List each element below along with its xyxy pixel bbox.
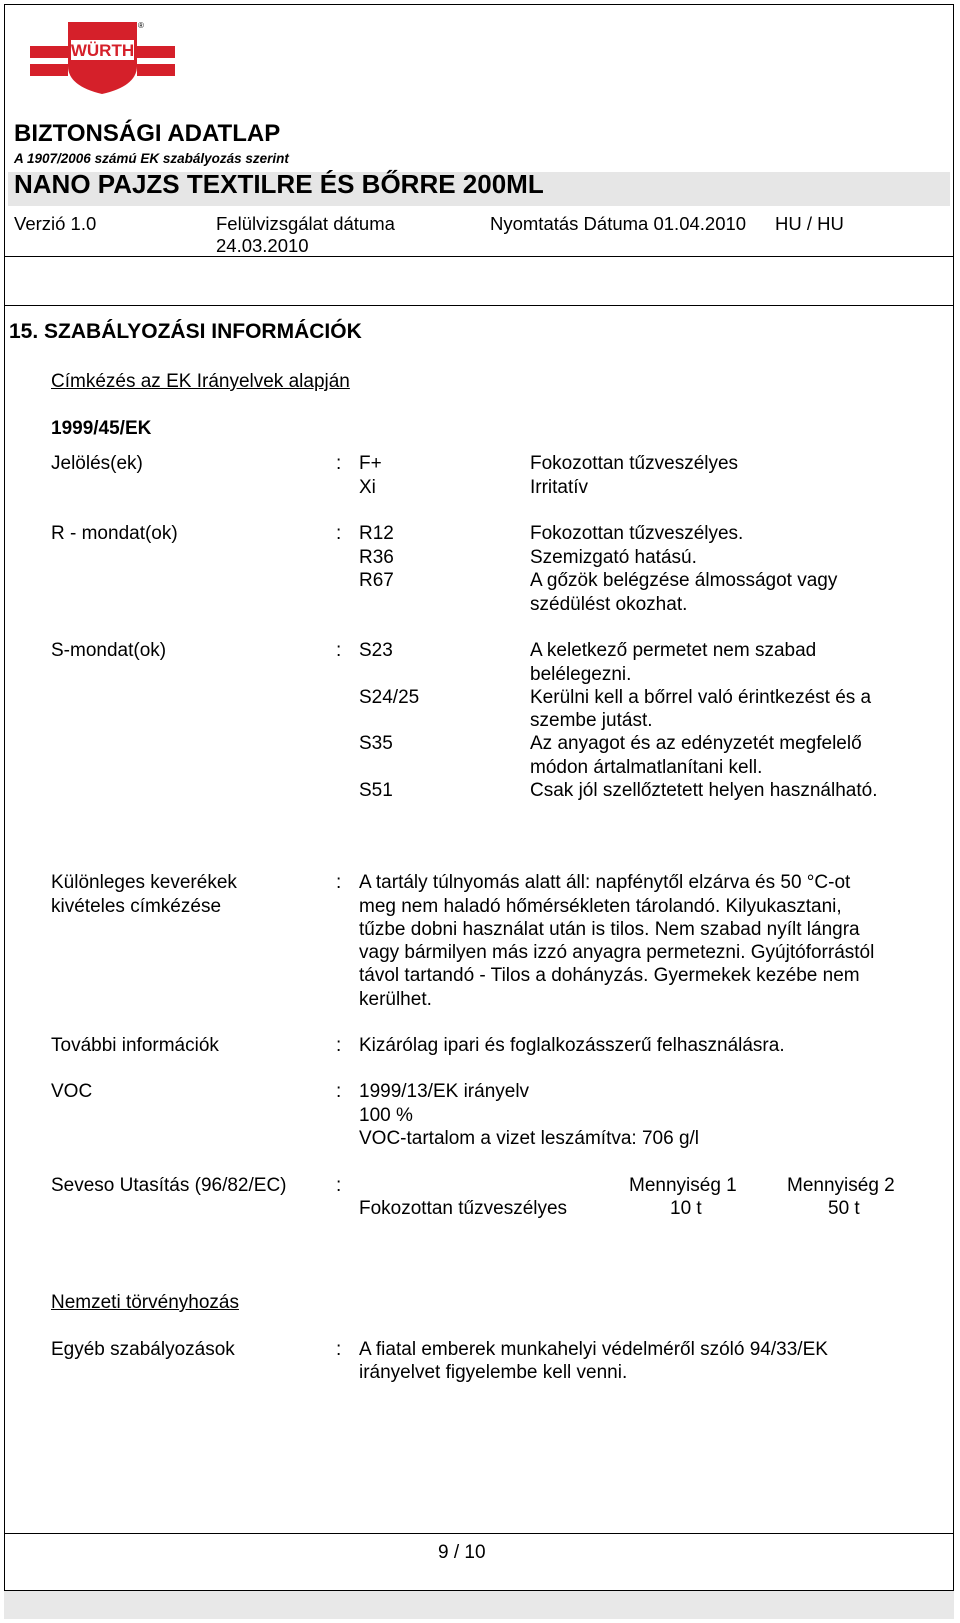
special-label: Különleges keverékek [51,872,237,893]
r-phrases-label: R - mondat(ok) [51,523,178,544]
marking-text: Fokozottan tűzveszélyes [530,453,739,474]
further-info-label: További információk [51,1035,219,1056]
other-regulations-line: A fiatal emberek munkahelyi védelméről szóló 94/33/EK [359,1339,828,1360]
colon: : [336,872,342,893]
svg-text:®: ® [138,21,144,30]
colon: : [336,523,342,544]
voc-line: VOC-tartalom a vizet leszámítva: 706 g/l [359,1128,700,1149]
seveso-value: 10 t [670,1198,702,1219]
marking-text: Irritatív [530,477,589,498]
seveso-column-header: Mennyiség 2 [787,1175,895,1196]
colon: : [336,1175,342,1196]
document-subtitle: A 1907/2006 számú EK szabályozás szerint [14,151,289,166]
colon: : [336,1035,342,1056]
section-divider [4,305,954,306]
print-date: Nyomtatás Dátuma 01.04.2010 [490,213,747,234]
r-phrase-code: R12 [359,523,394,544]
special-text-line: vagy bármilyen más izzó anyagra permetezni. Gyújtóforrástól [359,942,875,963]
s-phrase-code: S24/25 [359,687,420,708]
product-name: NANO PAJZS TEXTILRE ÉS BŐRRE 200ML [14,169,544,199]
seveso-row-label: Fokozottan tűzveszélyes [359,1198,568,1219]
special-text-line: távol tartandó - Tilos a dohányzás. Gyermekek kezébe nem [359,965,860,986]
s-phrase-code: S23 [359,640,393,661]
further-info-text: Kizárólag ipari és foglalkozásszerű felhasználásra. [359,1035,785,1056]
seveso-label: Seveso Utasítás (96/82/EC) [51,1175,287,1196]
other-regulations-label: Egyéb szabályozások [51,1339,235,1360]
s-phrase-text: Az anyagot és az edényzetét megfelelő [530,733,862,754]
special-text-line: kerülhet. [359,989,432,1010]
other-regulations-line: irányelvet figyelembe kell venni. [359,1362,628,1383]
s-phrase-code: S35 [359,733,393,754]
r-phrase-code: R36 [359,547,394,568]
seveso-column-header: Mennyiség 1 [629,1175,737,1196]
footer-divider [4,1533,954,1534]
section-heading: 15. SZABÁLYOZÁSI INFORMÁCIÓK [9,320,362,343]
markings-label: Jelölés(ek) [51,453,143,474]
logo-text: WÜRTH [70,41,135,60]
s-phrase-text: szembe jutást. [530,710,653,731]
s-phrase-text: A keletkező permetet nem szabad [530,640,817,661]
voc-label: VOC [51,1081,93,1102]
s-phrases-label: S-mondat(ok) [51,640,167,661]
revision-label: Felülvizsgálat dátuma [216,213,395,234]
colon: : [336,640,342,661]
marking-code: Xi [359,477,376,498]
s-phrase-text: Csak jól szellőztetett helyen használható. [530,780,878,801]
colon: : [336,1081,342,1102]
wurth-logo [30,18,175,96]
special-text-line: meg nem haladó hőmérsékleten tárolandó. Kilyukasztani, [359,896,842,917]
seveso-value: 50 t [828,1198,860,1219]
r-phrase-text: A gőzök belégzése álmosságot vagy [530,570,838,591]
directive-number: 1999/45/EK [51,418,152,439]
labeling-heading: Címkézés az EK Irányelvek alapján [51,371,350,392]
r-phrase-text: Szemizgató hatású. [530,547,697,568]
s-phrase-text: belélegezni. [530,664,632,685]
footer-band [4,1590,954,1619]
r-phrase-text: Fokozottan tűzveszélyes. [530,523,744,544]
r-phrase-text: szédülést okozhat. [530,594,688,615]
r-phrase-code: R67 [359,570,394,591]
special-text-line: A tartály túlnyomás alatt áll: napfénytől elzárva és 50 °C-ot [359,872,851,893]
page-number: 9 / 10 [438,1542,486,1563]
version: Verzió 1.0 [14,213,97,234]
special-label: kivételes címkézése [51,896,222,917]
s-phrase-code: S51 [359,780,393,801]
language: HU / HU [775,213,844,234]
special-text-line: tűzbe dobni használat után is tilos. Nem szabad nyílt lángra [359,919,860,940]
header-divider [4,256,954,257]
colon: : [336,453,342,474]
revision-date: 24.03.2010 [216,235,309,256]
s-phrase-text: Kerülni kell a bőrrel való érintkezést és a [530,687,872,708]
colon: : [336,1339,342,1360]
marking-code: F+ [359,453,382,474]
voc-line: 1999/13/EK irányelv [359,1081,530,1102]
voc-line: 100 % [359,1105,413,1126]
document-title: BIZTONSÁGI ADATLAP [14,120,281,147]
national-heading: Nemzeti törvényhozás [51,1292,239,1313]
s-phrase-text: módon ártalmatlanítani kell. [530,757,763,778]
